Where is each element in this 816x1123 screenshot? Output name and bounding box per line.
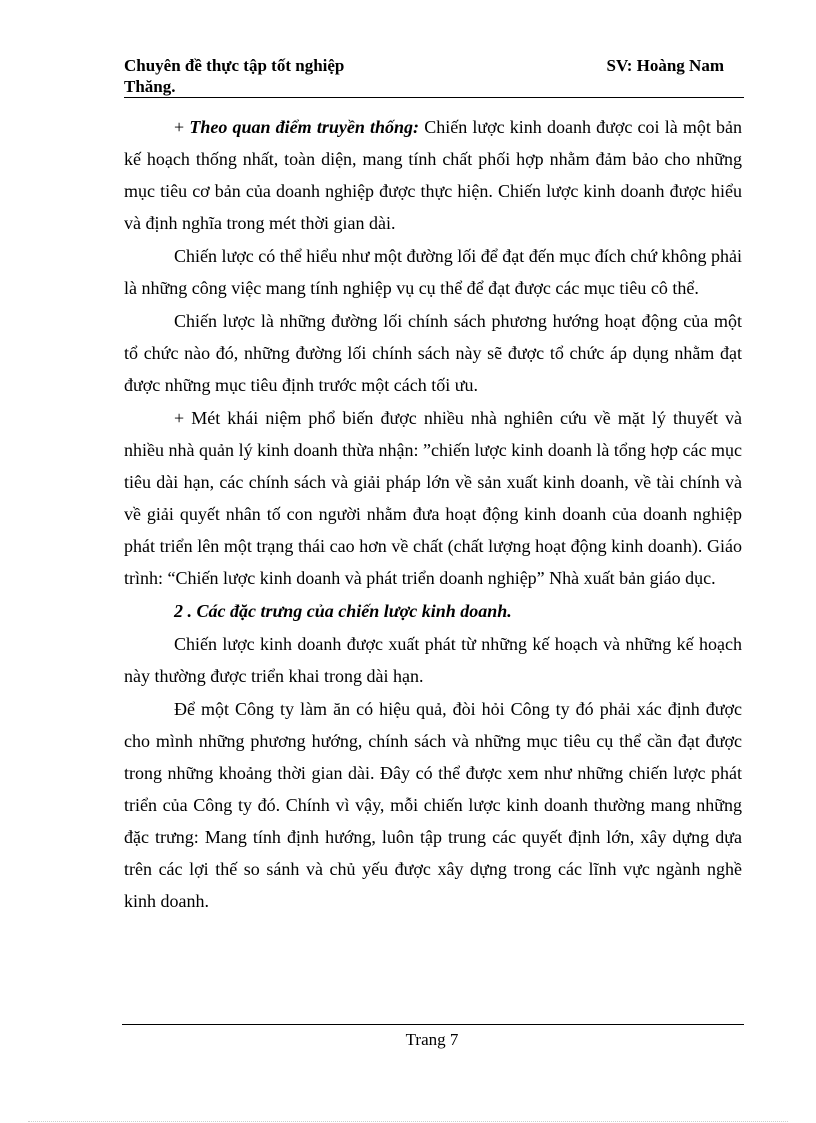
header-divider (124, 97, 744, 98)
page-number: Trang 7 (405, 1030, 459, 1049)
section-heading: 2 . Các đặc trưng của chiến lược kinh doanh. (174, 601, 512, 621)
paragraph-traditional-view (124, 111, 742, 239)
header-student: SV: Hoàng Nam (606, 56, 724, 75)
paragraph-plans: Chiến lược kinh doanh được xuất phát từ những kế hoạch và những kế hoạch này thường được triển khai trong dài hạn. (124, 634, 742, 686)
paragraph-strategy-policy: Chiến lược là những đường lối chính sách phương hướng hoạt động của một tổ chức nào đó, những đường lối chính sách này sẽ được tổ chức áp dụng nhằm đạt được những mục tiêu định trước một cách tối ưu. (124, 311, 742, 395)
page-edge-dotted-line (28, 1121, 788, 1122)
emphasis-term: Theo quan điểm truyền thống: (189, 117, 420, 137)
paragraph-lead: + (174, 117, 190, 137)
header-title-line1: Chuyên đề thực tập tốt nghiệp (124, 56, 345, 75)
header-title (124, 55, 424, 97)
paragraph-text: Chiến lược kinh doanh được coi là một bản kế hoạch thống nhất, toàn diện, mang tính chất phối hợp nhằm đảm bảo cho những mục tiêu cơ bản của doanh nghiệp được thực hiện. Chiến lược kinh doanh được hiểu và định nghĩa trong mét thời gian dài. (124, 117, 743, 233)
page-header (124, 55, 744, 99)
header-title-line2: Thăng. (124, 77, 176, 96)
document-body (124, 111, 742, 917)
footer-divider (122, 1024, 744, 1025)
paragraph-characteristics: Để một Công ty làm ăn có hiệu quả, đòi hỏi Công ty đó phải xác định được cho mình những phương hướng, chính sách và những mục tiêu cụ thể cần đạt được trong những khoảng thời gian dài. Đây có thể được xem như những chiến lược phát triển của Công ty đó. Chính vì vậy, mỗi chiến lược kinh doanh thường mang những đặc trưng: Mang tính định hướng, luôn tập trung các quyết định lớn, xây dựng dựa trên các lợi thế so sánh và chủ yếu được xây dựng trong các lĩnh vực ngành nghề kinh doanh. (124, 699, 742, 911)
paragraph-common-concept: + Mét khái niệm phổ biến được nhiều nhà nghiên cứu về mặt lý thuyết và nhiều nhà quản lý kinh doanh thừa nhận: ”chiến lược kinh doanh là tổng hợp các mục tiêu dài hạn, các chính sách và giải pháp lớn về sản xuất kinh doanh, về tài chính và về giải quyết nhân tố con người nhằm đưa hoạt động kinh doanh của doanh nghiệp phát triển lên một trạng thái cao hơn về chất (chất lượng hoạt động kinh doanh). Giáo trình: “Chiến lược kinh doanh và phát triển doanh nghiệp” Nhà xuất bản giáo dục. (124, 408, 742, 588)
paragraph-strategy-path: Chiến lược có thể hiểu như một đường lối để đạt đến mục đích chứ không phải là những công việc mang tính nghiệp vụ cụ thể để đạt được các mục tiêu cô thể. (124, 246, 742, 298)
